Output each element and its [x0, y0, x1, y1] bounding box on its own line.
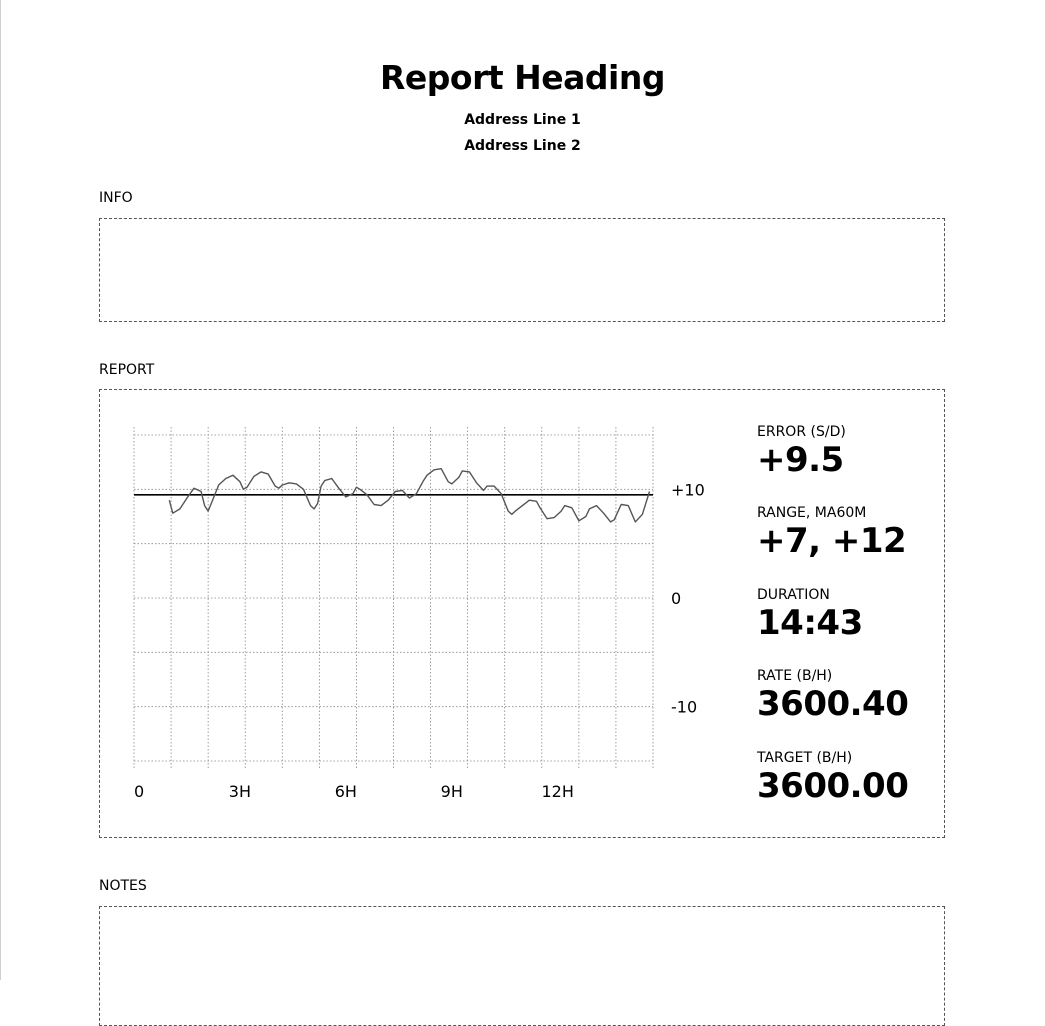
stat-range [757, 504, 906, 560]
stat-duration-label: DURATION [757, 587, 830, 603]
stat-target [757, 749, 908, 805]
x-tick-label: 6H [334, 782, 357, 801]
stat-target-value: 3600.00 [757, 766, 909, 806]
stat-duration-value: 14:43 [757, 603, 863, 643]
y-tick-label: 0 [671, 589, 682, 608]
stat-error [757, 423, 846, 479]
stat-error-label: ERROR (S/D) [757, 424, 846, 440]
y-tick-label: -10 [671, 697, 698, 717]
stat-target-label: TARGET (B/H) [757, 750, 853, 766]
stat-error-value: +9.5 [757, 440, 844, 480]
stat-duration [757, 586, 863, 642]
x-tick-label: 3H [228, 782, 252, 801]
x-tick-label: 0 [134, 782, 145, 801]
stat-range-value: +7, +12 [757, 521, 907, 561]
stat-rate-value: 3600.40 [757, 684, 909, 724]
address-line-1: Address Line 1 [464, 112, 581, 128]
notes-section-label: NOTES [99, 878, 147, 894]
stat-rate [757, 667, 908, 723]
info-box [99, 218, 945, 322]
stat-rate-label: RATE (B/H) [757, 668, 833, 684]
info-section-label: INFO [99, 190, 133, 206]
y-tick-label: +10 [671, 480, 705, 500]
report-heading: Report Heading [380, 58, 665, 97]
stat-range-label: RANGE, MA60M [757, 505, 867, 521]
report-section-label: REPORT [99, 362, 155, 378]
x-tick-label: 9H [440, 782, 463, 801]
notes-box [99, 906, 945, 1026]
x-tick-label: 12H [541, 782, 574, 801]
error-chart [99, 389, 719, 838]
address-line-2: Address Line 2 [464, 138, 581, 154]
